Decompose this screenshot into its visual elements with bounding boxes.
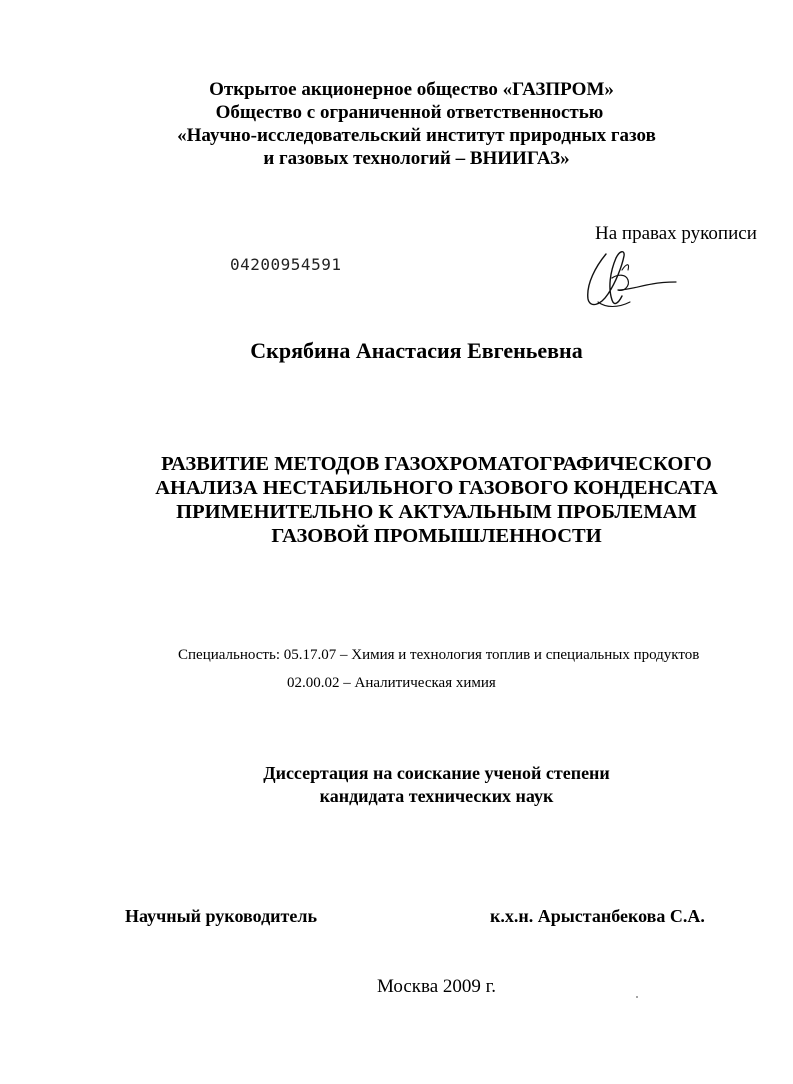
specialty-block [178,641,699,697]
serial-number: 04200954591 [230,255,342,274]
degree-line-1: Диссертация на соискание ученой степени [263,763,610,783]
specialty-line-1: Специальность: 05.17.07 – Химия и технология топлив и специальных продуктов [178,647,700,663]
manuscript-rights-note: На правах рукописи [595,223,757,244]
thesis-title-line-4: ГАЗОВОЙ ПРОМЫШЛЕННОСТИ [271,525,602,547]
supervisor-name: к.х.н. Арыстанбекова С.А. [490,906,705,926]
degree-line-2: кандидата технических наук [319,786,554,806]
organization-line-1: Открытое акционерное общество «ГАЗПРОМ» [209,79,614,100]
signature [578,244,678,314]
degree-statement [0,762,793,808]
specialty-line-2: 02.00.02 – Аналитическая химия [287,675,496,691]
author-name: Скрябина Анастасия Евгеньевна [250,338,583,363]
thesis-title-line-2: АНАЛИЗА НЕСТАБИЛЬНОГО ГАЗОВОГО КОНДЕНСАТА [155,477,718,499]
scan-speck [636,996,638,998]
organization-header [0,78,793,170]
supervisor-label: Научный руководитель [125,906,317,926]
city-year: Москва 2009 г. [376,976,497,997]
thesis-title-line-3: ПРИМЕНИТЕЛЬНО К АКТУАЛЬНЫМ ПРОБЛЕМАМ [176,501,697,523]
thesis-title [0,452,793,548]
organization-line-2: Общество с ограниченной ответственностью [215,102,604,123]
thesis-title-line-1: РАЗВИТИЕ МЕТОДОВ ГАЗОХРОМАТОГРАФИЧЕСКОГО [161,453,712,475]
organization-line-3: «Научно-исследовательский институт природных газов [177,125,656,146]
organization-line-4: и газовых технологий – ВНИИГАЗ» [263,148,570,169]
